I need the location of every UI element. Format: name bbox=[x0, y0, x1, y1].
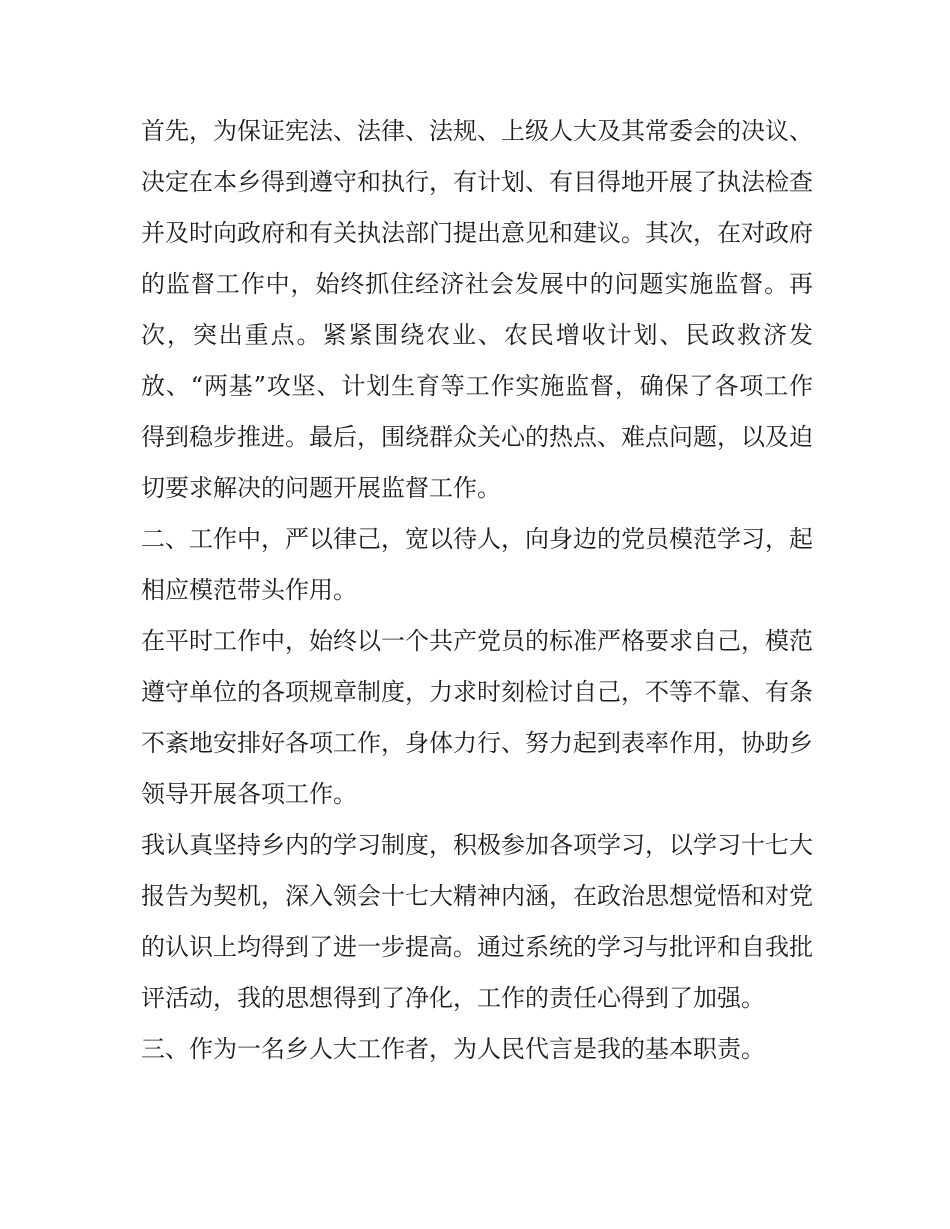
paragraph-section-two-heading: 二、工作中，严以律己，宽以待人，向身边的党员模范学习，起相应模范带头作用。 bbox=[141, 525, 813, 604]
document-body bbox=[141, 106, 813, 1075]
paragraph-section-three-heading: 三、作为一名乡人大工作者，为人民代言是我的基本职责。 bbox=[141, 1035, 765, 1063]
paragraph-daily-work: 在平时工作中，始终以一个共产党员的标准严格要求自己，模范遵守单位的各项规章制度，力求时刻检讨自己，不等不靠、有条不紊地安排好各项工作，身体力行、努力起到表率作用，协助乡领导开展各项工作。 bbox=[141, 627, 813, 808]
paragraph-study: 我认真坚持乡内的学习制度，积极参加各项学习，以学习十七大报告为契机，深入领会十七大精神内涵，在政治思想觉悟和对党的认识上均得到了进一步提高。通过系统的学习与批评和自我批评活动，我的思想得到了净化，工作的责任心得到了加强。 bbox=[141, 831, 813, 1012]
paragraph-supervision-work: 首先，为保证宪法、法律、法规、上级人大及其常委会的决议、决定在本乡得到遵守和执行，有计划、有目得地开展了执法检查并及时向政府和有关执法部门提出意见和建议。其次，在对政府的监督工作中，始终抓住经济社会发展中的问题实施监督。再次，突出重点。紧紧围绕农业、农民增收计划、民政救济发放、“两基”攻坚、计划生育等工作实施监督，确保了各项工作得到稳步推进。最后，围绕群众关心的热点、难点问题，以及迫切要求解决的问题开展监督工作。 bbox=[141, 117, 813, 502]
